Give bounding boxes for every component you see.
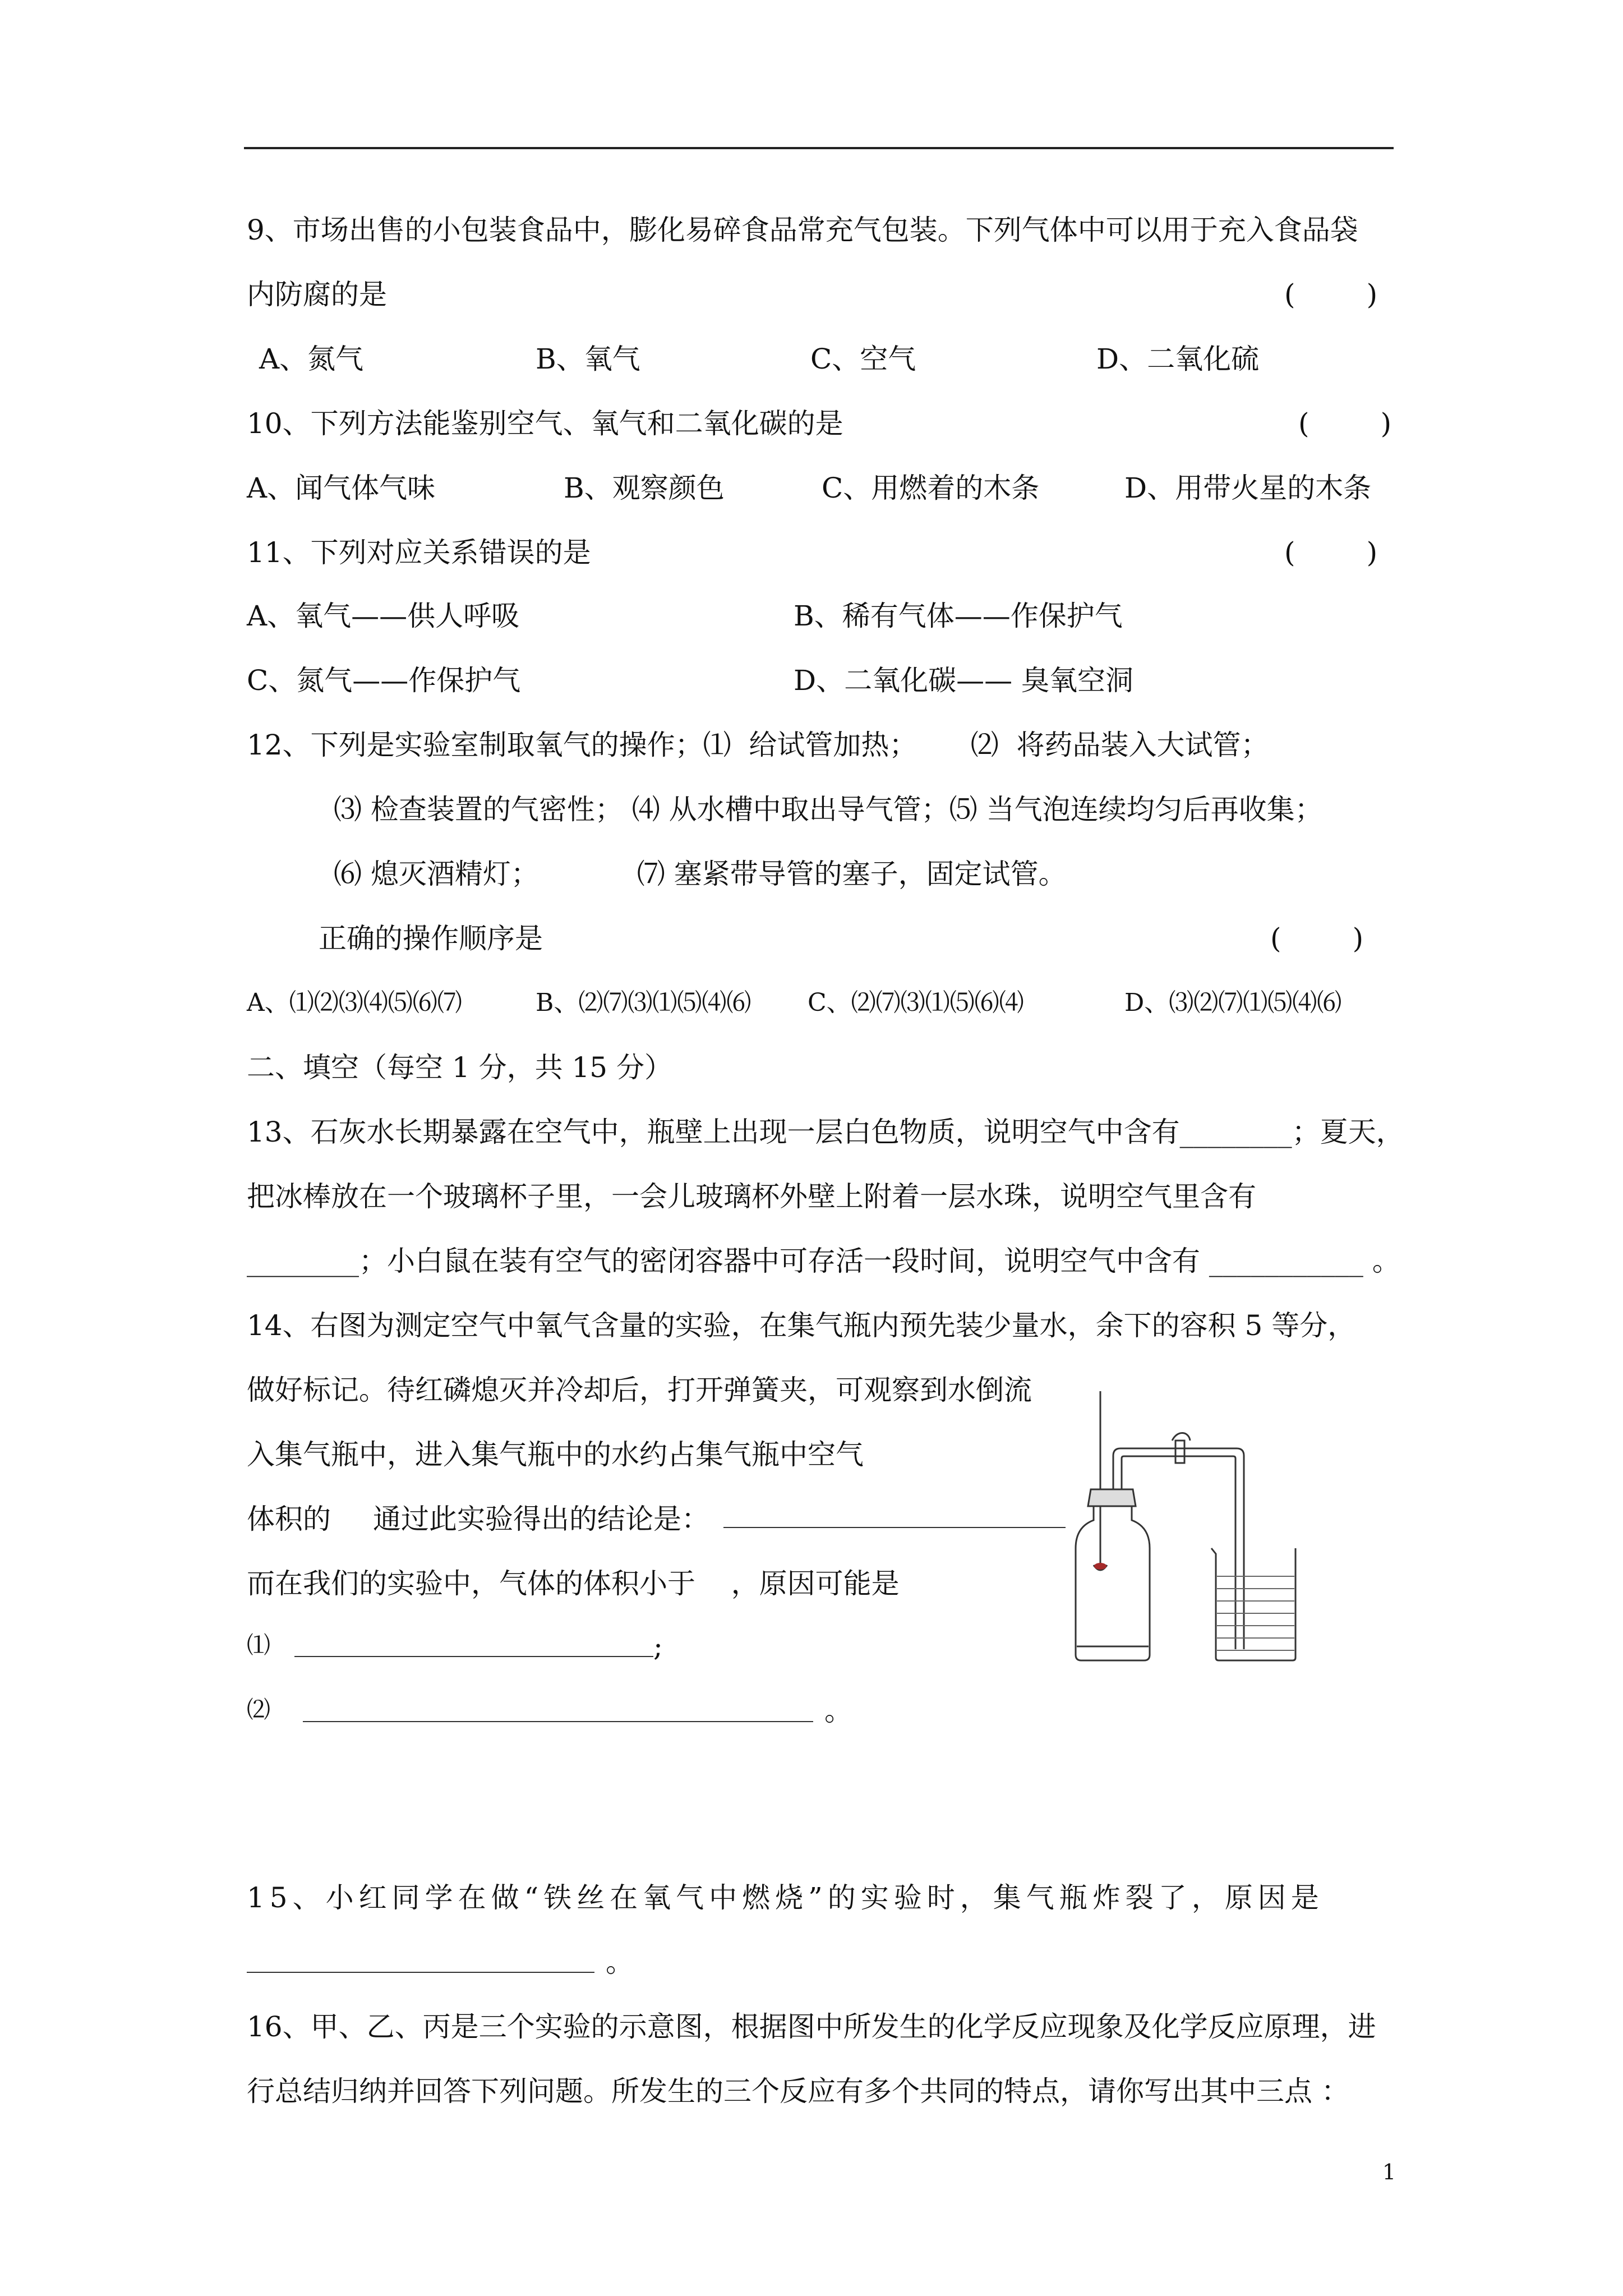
q10-option-c: C、用燃着的木条 bbox=[822, 472, 1040, 504]
q12-answer-paren: ( ) bbox=[1270, 922, 1364, 955]
q9-option-a: A、氮气 bbox=[259, 343, 364, 375]
q11-option-a: A、氧气——供人呼吸 bbox=[247, 600, 520, 632]
q14-line4-conclusion-label: 通过此实验得出的结论是： bbox=[373, 1503, 709, 1535]
q11-option-d: D、二氧化碳—— 臭氧空洞 bbox=[794, 664, 1133, 697]
q14-reason1-blank bbox=[294, 1656, 653, 1657]
q11-option-c: C、氮气——作保护气 bbox=[247, 664, 521, 697]
q12-stem-line2: ⑶ 检查装置的气密性； ⑷ 从水槽中取出导气管；⑸ 当气泡连续均匀后再收集； bbox=[334, 793, 1323, 826]
q12-option-c: C、⑵⑺⑶⑴⑸⑹⑷ bbox=[808, 988, 1024, 1017]
q16-line1: 16、甲、乙、丙是三个实验的示意图，根据图中所发生的化学反应现象及化学反应原理，进 bbox=[247, 2010, 1376, 2043]
q14-reason2-marker: ⑵ bbox=[247, 1696, 271, 1723]
q12-option-b: B、⑵⑺⑶⑴⑸⑷⑹ bbox=[536, 988, 751, 1017]
q13-line3: ________；小白鼠在装有空气的密闭容器中可存活一段时间，说明空气中含有 ___________ 。 bbox=[247, 1245, 1400, 1277]
q14-line5: 而在我们的实验中，气体的体积小于 ，原因可能是 bbox=[247, 1567, 900, 1600]
header-rule bbox=[244, 147, 1394, 149]
q9-option-b: B、氧气 bbox=[536, 343, 640, 375]
q13-line2: 把冰棒放在一个玻璃杯子里，一会儿玻璃杯外壁上附着一层水珠，说明空气里含有 bbox=[247, 1180, 1256, 1213]
q12-stem-line1: 12、下列是实验室制取氧气的操作；⑴ 给试管加热； ⑵ 将药品装入大试管； bbox=[247, 729, 1269, 761]
q15-line1: 15、小红同学在做“铁丝在氧气中燃烧”的实验时，集气瓶炸裂了，原因是 bbox=[247, 1881, 1324, 1914]
q11-stem: 11、下列对应关系错误的是 bbox=[247, 536, 591, 569]
q11-answer-paren: ( ) bbox=[1284, 536, 1378, 569]
q15-line2-end: 。 bbox=[606, 1946, 634, 1978]
oxygen-measurement-apparatus-figure bbox=[1066, 1386, 1368, 1672]
q9-stem-line2: 内防腐的是 bbox=[247, 278, 387, 311]
q9-stem-line1: 9、市场出售的小包装食品中，膨化易碎食品常充气包装。下列气体中可以用于充入食品袋 bbox=[247, 214, 1358, 246]
q14-line4-prefix: 体积的 bbox=[247, 1503, 331, 1535]
q9-option-d: D、二氧化硫 bbox=[1096, 343, 1260, 375]
q10-option-d: D、用带火星的木条 bbox=[1124, 472, 1372, 504]
q9-answer-paren: ( ) bbox=[1284, 278, 1378, 311]
q14-conclusion-blank bbox=[723, 1527, 1066, 1528]
q14-reason1-end: ; bbox=[653, 1630, 663, 1663]
q16-line2: 行总结归纳并回答下列问题。所发生的三个反应有多个共同的特点，请你写出其中三点 ： bbox=[247, 2075, 1349, 2108]
q13-line1: 13、石灰水长期暴露在空气中，瓶壁上出现一层白色物质，说明空气中含有________；夏天， bbox=[247, 1116, 1404, 1148]
q10-answer-paren: ( ) bbox=[1298, 407, 1392, 440]
section-heading: 二、填空（每空 1 分，共 15 分） bbox=[247, 1051, 673, 1084]
page-number: 1 bbox=[1382, 2160, 1396, 2184]
q11-option-b: B、稀有气体——作保护气 bbox=[794, 600, 1123, 632]
q14-line3: 入集气瓶中，进入集气瓶中的水约占集气瓶中空气 bbox=[247, 1438, 864, 1471]
q10-option-b: B、观察颜色 bbox=[564, 472, 725, 504]
q10-stem: 10、下列方法能鉴别空气、氧气和二氧化碳的是 bbox=[247, 407, 843, 440]
q14-line1: 14、右图为测定空气中氧气含量的实验，在集气瓶内预先装少量水，余下的容积 5 等分， bbox=[247, 1309, 1356, 1342]
q14-line2: 做好标记。待红磷熄灭并冷却后，打开弹簧夹，可观察到水倒流 bbox=[247, 1374, 1032, 1406]
q12-option-d: D、⑶⑵⑺⑴⑸⑷⑹ bbox=[1124, 988, 1342, 1017]
q15-answer-blank bbox=[247, 1972, 594, 1973]
q9-option-c: C、空气 bbox=[810, 343, 916, 375]
q14-reason1-marker: ⑴ bbox=[247, 1631, 271, 1659]
q10-option-a: A、闻气体气味 bbox=[247, 472, 436, 504]
q12-stem-line3: ⑹ 熄灭酒精灯； ⑺ 塞紧带导管的塞子，固定试管。 bbox=[334, 858, 1067, 890]
q14-reason2-end: 。 bbox=[824, 1695, 852, 1727]
q12-option-a: A、⑴⑵⑶⑷⑸⑹⑺ bbox=[247, 988, 462, 1017]
q12-stem-line4: 正确的操作顺序是 bbox=[319, 922, 543, 955]
q14-reason2-blank bbox=[303, 1721, 813, 1722]
